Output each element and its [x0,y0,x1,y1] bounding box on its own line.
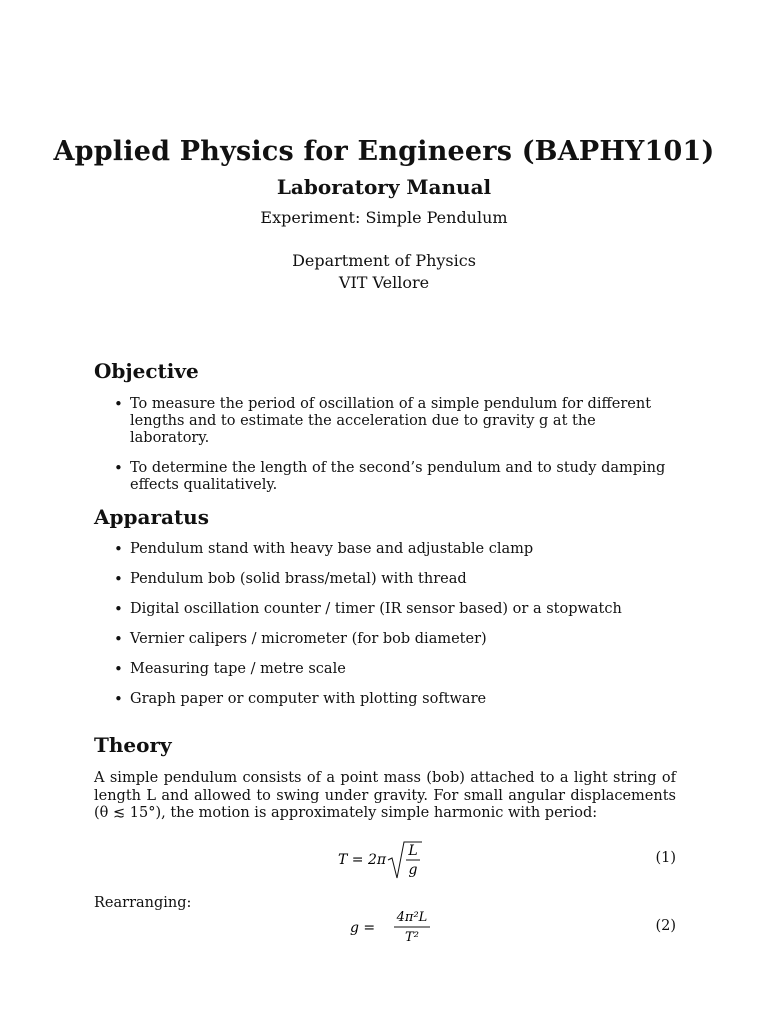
equation-period-formula [338,838,468,882]
equation-denominator: g [408,862,418,878]
department-name: Department of Physics [292,251,476,270]
list-item: • Measuring tape / metre scale [130,661,676,678]
equation-number: (2) [655,918,676,934]
list-item: • Vernier calipers / micrometer (for bob diameter) [130,631,676,648]
equation-lhs: g = [350,920,376,936]
equation-gravity-formula [350,906,490,946]
equation-numerator: 4π²L [396,910,428,925]
objective-heading: Objective [94,359,199,383]
list-item: • Digital oscillation counter / timer (IR sensor based) or a stopwatch [130,601,676,618]
institution-name: VIT Vellore [338,273,430,292]
theory-heading: Theory [94,733,172,757]
theory-paragraph: A simple pendulum consists of a point mass (bob) attached to a light string of length L and allowed to swing under gravity. For small angular displacements (θ ≲ 15°), the motion is approximately simple harmonic with period: [94,770,676,821]
equation-denominator: T² [405,930,419,945]
document-subtitle: Laboratory Manual [276,175,492,199]
equation-gravity [94,906,676,946]
equation-number: (1) [655,850,676,866]
equation-period [94,838,676,878]
equation-lhs: T = 2π [338,852,387,868]
list-item: • Pendulum stand with heavy base and adjustable clamp [130,541,676,558]
list-item: • Graph paper or computer with plotting software [130,691,676,708]
objective-list [130,396,676,494]
rearranging-text: Rearranging: [94,895,192,911]
list-item: • Pendulum bob (solid brass/metal) with thread [130,571,676,588]
list-item: • To determine the length of the second’s pendulum and to study damping effects qualitatively. [130,460,676,494]
experiment-name: Experiment: Simple Pendulum [260,208,508,227]
apparatus-heading: Apparatus [94,505,209,529]
apparatus-list [130,541,676,708]
list-item: • To measure the period of oscillation of a simple pendulum for different lengths and to estimate the acceleration due to gravity g at the laboratory. [130,396,676,447]
equation-numerator: L [408,843,418,859]
document-title: Applied Physics for Engineers (BAPHY101) [53,136,715,167]
